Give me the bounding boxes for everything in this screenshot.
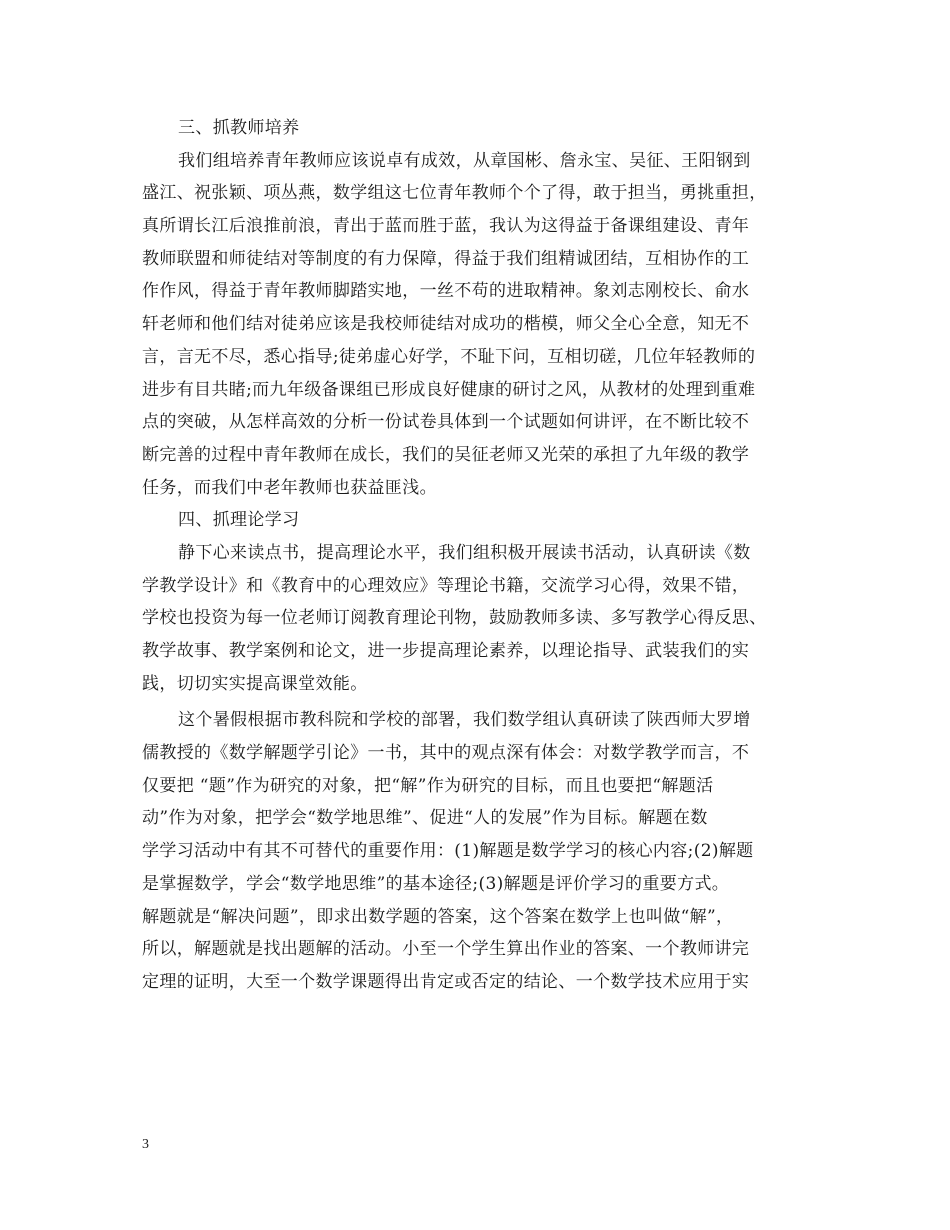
section-heading-theory-study: 四、抓理论学习: [178, 510, 300, 531]
paragraph-line: 所以，解题就是找出题解的活动。小至一个学生算出作业的答案、一个教师讲完: [142, 939, 750, 960]
paragraph-line: 真所谓长江后浪推前浪，青出于蓝而胜于蓝，我认为这得益于备课组建设、青年: [142, 216, 750, 237]
paragraph-line: 进步有目共睹;而九年级备课组已形成良好健康的研讨之风，从教材的处理到重难: [142, 379, 756, 400]
paragraph-line: 任务，而我们中老年教师也获益匪浅。: [142, 477, 437, 498]
paragraph-line: 断完善的过程中青年教师在成长，我们的吴征老师又光荣的承担了九年级的教学: [142, 444, 750, 465]
paragraph-line: 轩老师和他们结对徒弟应该是我校师徒结对成功的楷模，师父全心全意，知无不: [142, 314, 750, 335]
paragraph-line: 定理的证明，大至一个数学课题得出肯定或否定的结论、一个数学技术应用于实: [142, 971, 750, 992]
paragraph-line: 言，言无不尽，悉心指导;徒弟虚心好学，不耻下问，互相切磋，几位年轻教师的: [142, 346, 756, 367]
section-heading-teacher-training: 三、抓教师培养: [178, 118, 300, 138]
paragraph-line: 仅要把 “题”作为研究的对象，把“解”作为研究的目标，而且也要把“解题活: [142, 775, 714, 796]
paragraph-line: 学校也投资为每一位老师订阅教育理论刊物，鼓励教师多读、多写教学心得反思、: [142, 608, 767, 629]
paragraph-line: 学学习活动中有其不可替代的重要作用：(1)解题是数学学习的核心内容;(2)解题: [142, 841, 754, 862]
paragraph-line: 解题就是“解决问题”，即求出数学题的答案，这个答案在数学上也叫做“解”，: [142, 906, 734, 927]
paragraph-line: 点的突破，从怎样高效的分析一份试卷具体到一个试题如何讲评，在不断比较不: [142, 412, 750, 433]
paragraph-line: 教师联盟和师徒结对等制度的有力保障，得益于我们组精诚团结，互相协作的工: [142, 248, 750, 269]
paragraph-line: 作作风，得益于青年教师脚踏实地，一丝不苟的进取精神。象刘志刚校长、俞水: [142, 281, 750, 302]
paragraph-line: 是掌握数学，学会“数学地思维”的基本途径;(3)解题是评价学习的重要方式。: [142, 873, 730, 894]
paragraph-line: 盛江、祝张颖、项丛燕，数学组这七位青年教师个个了得，敢于担当，勇挑重担，: [142, 183, 767, 204]
paragraph-line: 我们组培养青年教师应该说卓有成效，从章国彬、詹永宝、吴征、王阳钢到: [178, 150, 751, 171]
paragraph-line: 这个暑假根据市教科院和学校的部署，我们数学组认真研读了陕西师大罗增: [178, 710, 751, 731]
paragraph-line: 教学故事、教学案例和论文，进一步提高理论素养，以理论指导、武装我们的实: [142, 641, 750, 661]
paragraph-line: 静下心来读点书，提高理论水平，我们组积极开展读书活动，认真研读《数: [178, 542, 751, 563]
paragraph-line: 动”作为对象，把学会“数学地思维”、促进“人的发展”作为目标。解题在数: [142, 808, 708, 829]
body-text: [142, 112, 822, 999]
paragraph-line: 儒教授的《数学解题学引论》一书，其中的观点深有体会：对数学教学而言，不: [142, 743, 750, 764]
paragraph-line: 学教学设计》和《教育中的心理效应》等理论书籍，交流学习心得，效果不错，: [142, 575, 750, 596]
page-number: 3: [142, 1137, 149, 1152]
paragraph-line: 践，切切实实提高课堂效能。: [142, 673, 368, 694]
